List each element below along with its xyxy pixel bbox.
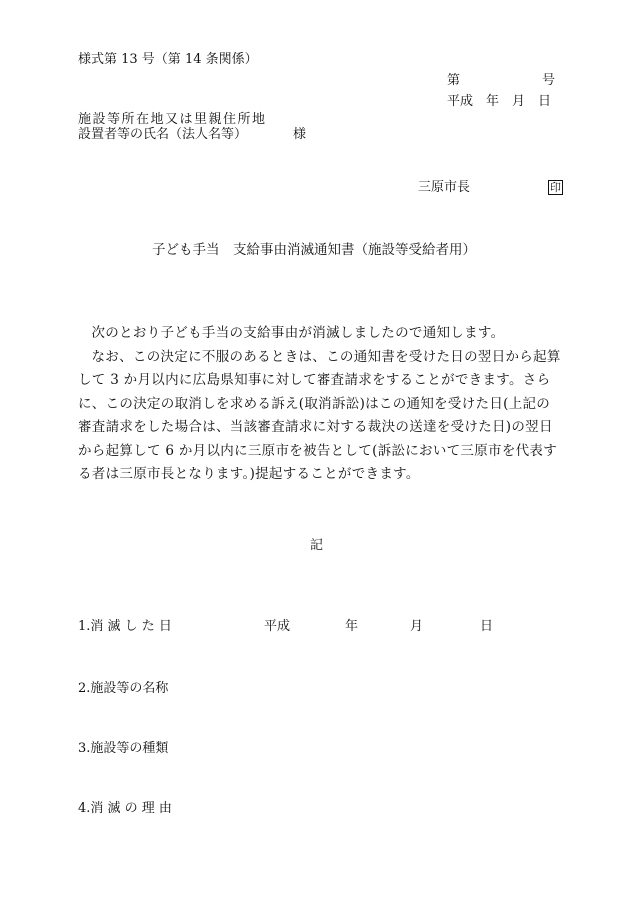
document-number-suffix: 号: [542, 73, 556, 88]
item-1-day: 日: [480, 619, 494, 634]
issuer-name: 三原市長: [418, 180, 471, 195]
recipient-address-label: 施設等所在地又は里親住所地: [78, 112, 267, 127]
body-text: [78, 322, 562, 487]
item-1-era: 平成: [264, 619, 291, 634]
item-2-label: 2.施設等の名称: [78, 681, 169, 696]
body-paragraph-2: なお、この決定に不服のあるときは、この通知書を受けた日の翌日から起算して 3 か月以内に広島県知事に対して審査請求をすることができます。さらに、この決定の取消しを求める訴え(取消訴訟)はこの通知を受けた日(上記の審査請求をした場合は、当該審査請求に対する裁決の送達を受けた日)の翌日から起算して 6 か月以内に三原市を被告として(訴訟において三原市を代表する者は三原市長となります。)提起することができます。: [78, 348, 561, 482]
seal-stamp: 印: [550, 181, 561, 194]
ki-heading: 記: [310, 538, 324, 553]
document-number-prefix: 第: [447, 73, 461, 88]
item-3-label: 3.施設等の種類: [78, 741, 169, 756]
issue-date: 平成 年 月 日: [447, 94, 552, 109]
item-1-month: 月: [410, 619, 424, 634]
form-number: 様式第 13 号（第 14 条関係）: [78, 52, 258, 67]
body-paragraph-1: 次のとおり子ども手当の支給事由が消滅しましたので通知します。: [91, 325, 505, 341]
recipient-honorific: 様: [293, 127, 307, 142]
item-1-label: 1.消 滅 し た 日: [78, 619, 172, 634]
item-4-label: 4.消 滅 の 理 由: [78, 801, 172, 816]
item-1-year: 年: [345, 619, 359, 634]
recipient-installer-label: 設置者等の氏名（法人名等）: [78, 127, 248, 142]
document-title: 子ども手当 支給事由消滅通知書（施設等受給者用）: [152, 242, 476, 258]
